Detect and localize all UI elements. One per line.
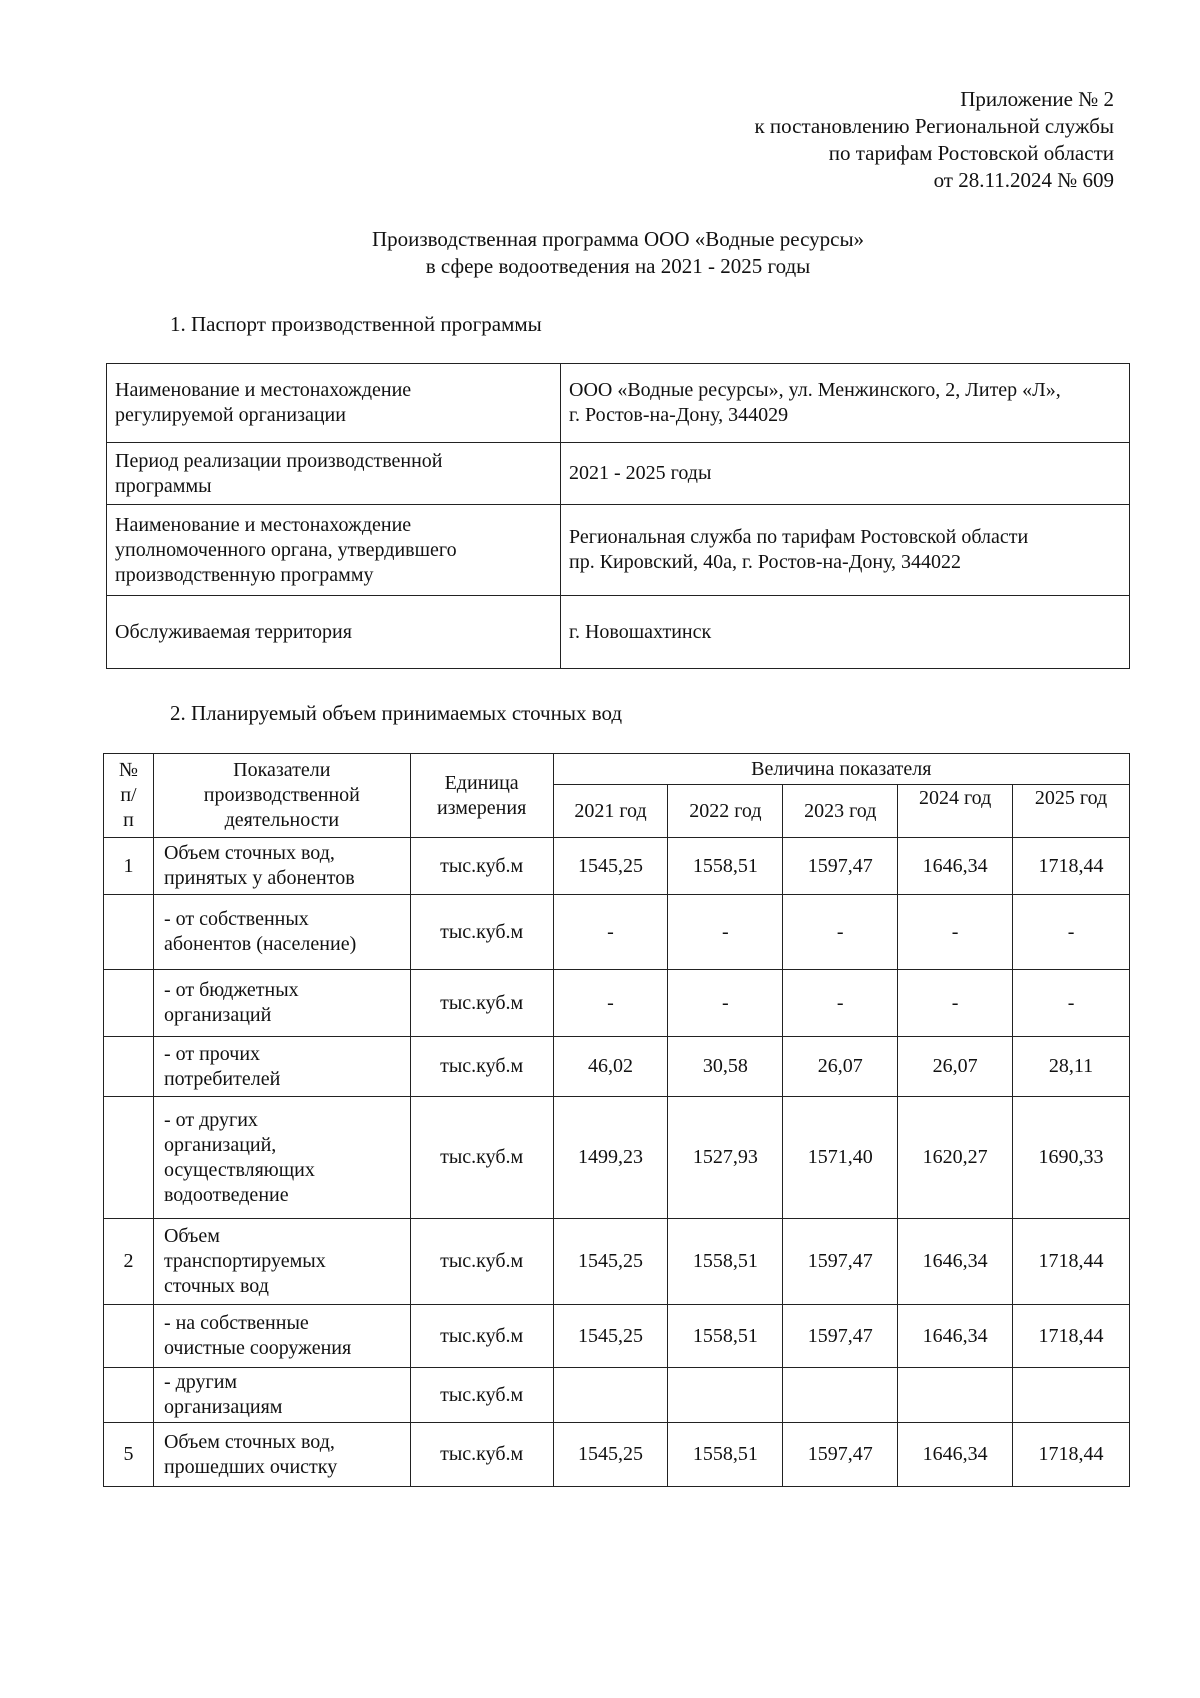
row-number: 2 <box>104 1219 154 1305</box>
row-value: - <box>668 970 783 1037</box>
row-value: 26,07 <box>898 1037 1013 1097</box>
row-value: 1690,33 <box>1013 1097 1130 1219</box>
table-row <box>104 895 1130 970</box>
volume-table-body <box>104 838 1130 1487</box>
appendix-line: по тарифам Ростовской области <box>828 141 1114 165</box>
passport-key: Период реализации производственной программы <box>107 443 561 505</box>
indicator-line: - другим <box>163 1371 238 1393</box>
row-value: 1571,40 <box>783 1097 898 1219</box>
row-value: 1545,25 <box>553 1219 668 1305</box>
indicator-line: организациям <box>163 1396 283 1418</box>
indicator-line: транспортируемых <box>163 1250 326 1272</box>
row-value: 1718,44 <box>1013 838 1130 895</box>
passport-row <box>107 505 1130 596</box>
table-row <box>104 1097 1130 1219</box>
table-row <box>104 1037 1130 1097</box>
indicator-line: Объем сточных вод, <box>163 1430 335 1453</box>
table-row <box>104 970 1130 1037</box>
indicator-line: Объем сточных вод, <box>163 842 335 864</box>
row-value: 28,11 <box>1013 1037 1130 1097</box>
row-value: 1646,34 <box>898 1219 1013 1305</box>
passport-value: г. Новошахтинск <box>561 596 1130 669</box>
indicator-line: прошедших очистку <box>163 1455 338 1478</box>
section1-heading: 1. Паспорт производственной программы <box>170 312 542 336</box>
row-value <box>1013 1368 1130 1423</box>
row-indicator <box>153 1368 410 1423</box>
program-title <box>0 226 1200 280</box>
row-value: - <box>783 970 898 1037</box>
row-unit: тыс.куб.м <box>410 1305 553 1368</box>
row-value <box>668 1368 783 1423</box>
row-number <box>104 1305 154 1368</box>
indicator-line: осуществляющих <box>163 1158 315 1181</box>
row-value: 1558,51 <box>668 838 783 895</box>
header-indicator: Показатели производственной деятельности <box>153 754 410 838</box>
row-value: 26,07 <box>783 1037 898 1097</box>
row-unit: тыс.куб.м <box>410 1219 553 1305</box>
row-indicator <box>153 1219 410 1305</box>
row-indicator <box>153 838 410 895</box>
row-indicator <box>153 1097 410 1219</box>
table-row <box>104 838 1130 895</box>
row-value <box>553 1368 668 1423</box>
passport-value: 2021 - 2025 годы <box>561 443 1130 505</box>
indicator-line: водоотведение <box>163 1183 289 1206</box>
passport-key: Наименование и местонахождение уполномоченного органа, утвердившего производственную программу <box>107 505 561 596</box>
appendix-line: Приложение № 2 <box>960 87 1114 111</box>
row-value: - <box>668 895 783 970</box>
row-value: 30,58 <box>668 1037 783 1097</box>
row-value: 1545,25 <box>553 838 668 895</box>
row-value: 1620,27 <box>898 1097 1013 1219</box>
row-value <box>783 1368 898 1423</box>
indicator-line: - от других <box>163 1108 258 1131</box>
passport-key: Обслуживаемая территория <box>107 596 561 669</box>
passport-row <box>107 364 1130 443</box>
row-unit: тыс.куб.м <box>410 838 553 895</box>
indicator-line: - от бюджетных <box>163 979 299 1001</box>
table-row <box>104 1219 1130 1305</box>
row-value: 1718,44 <box>1013 1305 1130 1368</box>
row-value: 1499,23 <box>553 1097 668 1219</box>
row-value: 1718,44 <box>1013 1423 1130 1487</box>
row-indicator <box>153 970 410 1037</box>
row-value: 46,02 <box>553 1037 668 1097</box>
passport-table <box>106 363 1130 669</box>
row-indicator <box>153 1305 410 1368</box>
row-indicator <box>153 895 410 970</box>
row-value: - <box>1013 895 1130 970</box>
row-value: 1558,51 <box>668 1219 783 1305</box>
indicator-line: абонентов (население) <box>163 933 357 955</box>
table-row <box>104 1305 1130 1368</box>
row-value: 1597,47 <box>783 838 898 895</box>
row-indicator <box>153 1423 410 1487</box>
volume-table <box>103 753 1130 1487</box>
row-unit: тыс.куб.м <box>410 1423 553 1487</box>
row-value: 1545,25 <box>553 1305 668 1368</box>
header-year: 2021 год <box>553 785 668 838</box>
row-value: 1527,93 <box>668 1097 783 1219</box>
row-unit: тыс.куб.м <box>410 895 553 970</box>
row-value: 1646,34 <box>898 1305 1013 1368</box>
row-value: 1597,47 <box>783 1219 898 1305</box>
passport-row <box>107 596 1130 669</box>
header-num: № п/ п <box>104 754 154 838</box>
indicator-line: - от прочих <box>163 1042 261 1065</box>
passport-value: Региональная служба по тарифам Ростовской области пр. Кировский, 40а, г. Ростов-на-Дону, 344022 <box>561 505 1130 596</box>
row-value: - <box>898 970 1013 1037</box>
row-number: 5 <box>104 1423 154 1487</box>
row-number <box>104 895 154 970</box>
row-number: 1 <box>104 838 154 895</box>
row-number <box>104 970 154 1037</box>
program-title-line: Производственная программа ООО «Водные ресурсы» <box>371 227 865 251</box>
row-value: 1545,25 <box>553 1423 668 1487</box>
header-year: 2023 год <box>783 785 898 838</box>
row-value: 1718,44 <box>1013 1219 1130 1305</box>
passport-value: ООО «Водные ресурсы», ул. Менжинского, 2, Литер «Л», г. Ростов-на-Дону, 344029 <box>561 364 1130 443</box>
section2-heading: 2. Планируемый объем принимаемых сточных вод <box>170 701 623 725</box>
row-unit: тыс.куб.м <box>410 970 553 1037</box>
row-number <box>104 1037 154 1097</box>
row-value: 1646,34 <box>898 838 1013 895</box>
program-title-line: в сфере водоотведения на 2021 - 2025 годы <box>425 254 811 278</box>
header-row <box>104 754 1130 785</box>
indicator-line: организаций, <box>163 1133 277 1156</box>
indicator-line: организаций <box>163 1004 272 1026</box>
table-row <box>104 1368 1130 1423</box>
row-value: - <box>1013 970 1130 1037</box>
row-value: 1646,34 <box>898 1423 1013 1487</box>
appendix-line: от 28.11.2024 № 609 <box>933 168 1114 192</box>
row-unit: тыс.куб.м <box>410 1037 553 1097</box>
row-value: 1597,47 <box>783 1423 898 1487</box>
indicator-line: Объем <box>163 1225 220 1247</box>
row-value: - <box>898 895 1013 970</box>
row-value: - <box>783 895 898 970</box>
table-row <box>104 1423 1130 1487</box>
row-value: 1558,51 <box>668 1423 783 1487</box>
indicator-line: принятых у абонентов <box>163 867 355 889</box>
passport-row <box>107 443 1130 505</box>
row-value: - <box>553 970 668 1037</box>
header-year: 2024 год <box>898 785 1013 838</box>
passport-key: Наименование и местонахождение регулируемой организации <box>107 364 561 443</box>
header-year: 2022 год <box>668 785 783 838</box>
appendix-header <box>754 86 1114 194</box>
row-number <box>104 1368 154 1423</box>
header-year: 2025 год <box>1013 785 1130 838</box>
appendix-line: к постановлению Региональной службы <box>754 114 1114 138</box>
row-unit: тыс.куб.м <box>410 1368 553 1423</box>
row-value: - <box>553 895 668 970</box>
row-value <box>898 1368 1013 1423</box>
row-value: 1558,51 <box>668 1305 783 1368</box>
indicator-line: очистные сооружения <box>163 1337 352 1359</box>
row-value: 1597,47 <box>783 1305 898 1368</box>
row-unit: тыс.куб.м <box>410 1097 553 1219</box>
indicator-line: сточных вод <box>163 1275 269 1297</box>
indicator-line: - на собственные <box>163 1312 309 1334</box>
indicator-line: потребителей <box>163 1067 281 1090</box>
row-indicator <box>153 1037 410 1097</box>
indicator-line: - от собственных <box>163 908 309 930</box>
header-unit: Единица измерения <box>410 754 553 838</box>
header-value-group: Величина показателя <box>553 754 1129 785</box>
row-number <box>104 1097 154 1219</box>
